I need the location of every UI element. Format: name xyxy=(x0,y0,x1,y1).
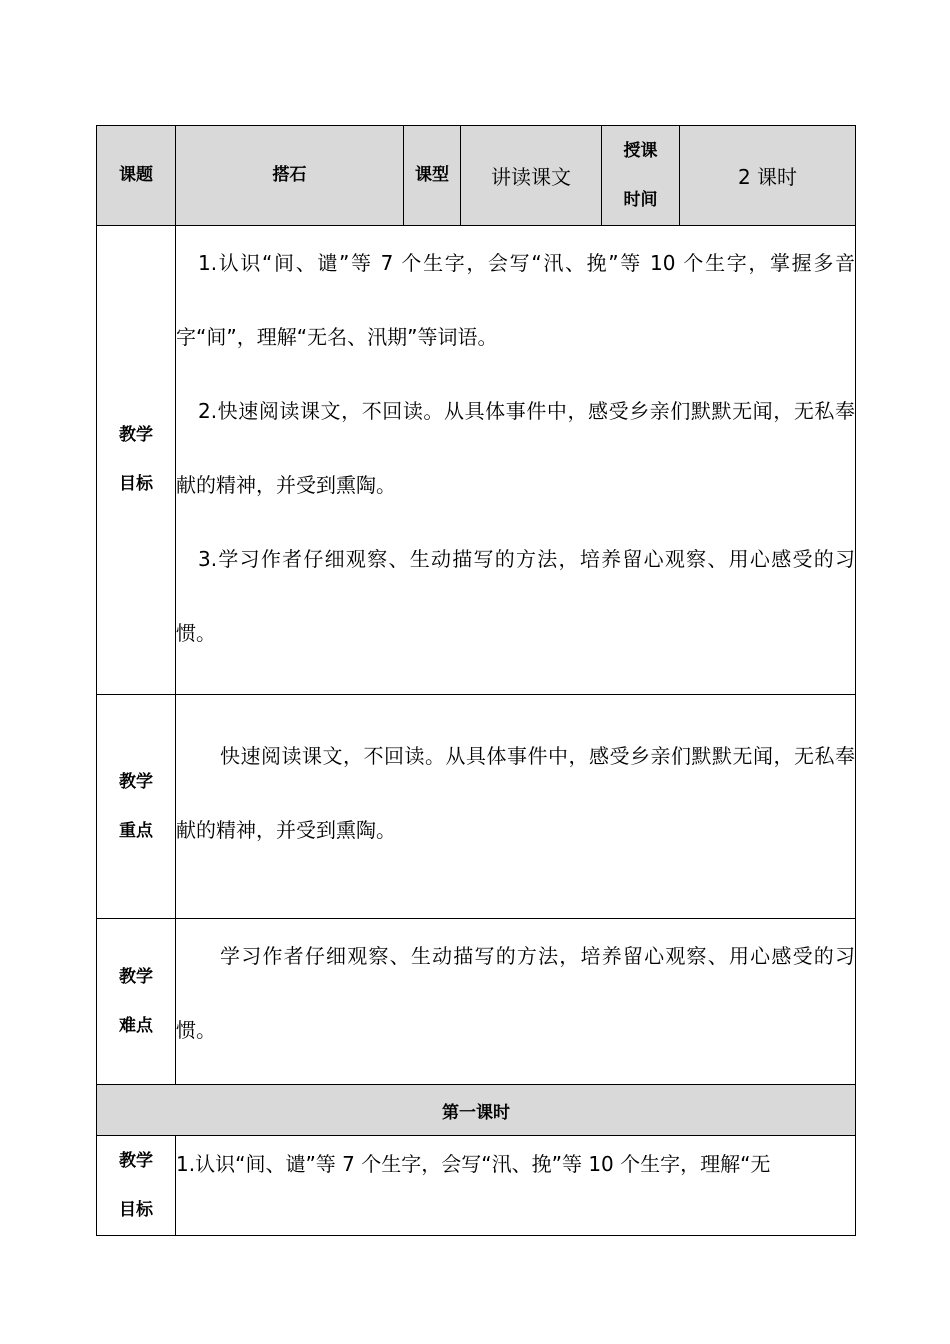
lesson1-goals-row xyxy=(97,1136,856,1236)
lesson-plan-table xyxy=(96,125,856,1236)
type-value: 讲读课文 xyxy=(461,126,602,226)
lesson1-title-row xyxy=(97,1085,856,1136)
goals-label-line1: 教学 xyxy=(119,425,153,445)
goal-item-3: 3.学习作者仔细观察、生动描写的方法，培养留心观察、用心感受的习惯。 xyxy=(176,547,855,645)
header-row xyxy=(97,126,856,226)
difficulties-label-line1: 教学 xyxy=(119,966,153,987)
difficulties-label-line2: 难点 xyxy=(119,1015,153,1036)
keypoints-content xyxy=(176,695,856,919)
goals-row xyxy=(97,226,856,695)
time-label-line1: 授课 xyxy=(623,140,658,161)
keypoints-label-line1: 教学 xyxy=(119,771,153,792)
keypoints-row xyxy=(97,695,856,919)
time-label-line2: 时间 xyxy=(623,189,658,210)
difficulties-content xyxy=(176,919,856,1085)
difficulties-label xyxy=(97,919,176,1085)
lesson1-goals-label-line2: 目标 xyxy=(119,1199,153,1220)
topic-label: 课题 xyxy=(97,126,176,226)
goals-label-line2: 目标 xyxy=(119,474,153,494)
difficulties-text: 学习作者仔细观察、生动描写的方法，培养留心观察、用心感受的习惯。 xyxy=(176,944,855,1042)
time-label xyxy=(602,126,680,226)
lesson1-goals-content xyxy=(176,1136,856,1236)
topic-value: 搭石 xyxy=(176,126,404,226)
difficulties-row xyxy=(97,919,856,1085)
keypoints-text: 快速阅读课文，不回读。从具体事件中，感受乡亲们默默无闻，无私奉献的精神，并受到熏陶。 xyxy=(176,744,855,842)
type-label: 课型 xyxy=(404,126,461,226)
goal-item-2: 2.快速阅读课文，不回读。从具体事件中，感受乡亲们默默无闻，无私奉献的精神，并受到熏陶。 xyxy=(176,399,855,497)
lesson1-goals-label xyxy=(97,1136,176,1236)
goal-item-1: 1.认识“间、谴”等 7 个生字，会写“汛、挽”等 10 个生字，掌握多音字“间”，理解“无名、汛期”等词语。 xyxy=(176,251,855,349)
goals-label xyxy=(97,226,176,695)
goals-content xyxy=(176,226,856,695)
lesson1-goals-label-line1: 教学 xyxy=(119,1150,153,1171)
lesson1-goals-text: 1.认识“间、谴”等 7 个生字，会写“汛、挽”等 10 个生字，理解“无 xyxy=(176,1152,771,1176)
lesson1-title: 第一课时 xyxy=(97,1085,856,1136)
time-value: 2 课时 xyxy=(680,126,856,226)
keypoints-label-line2: 重点 xyxy=(119,820,153,841)
keypoints-label xyxy=(97,695,176,919)
